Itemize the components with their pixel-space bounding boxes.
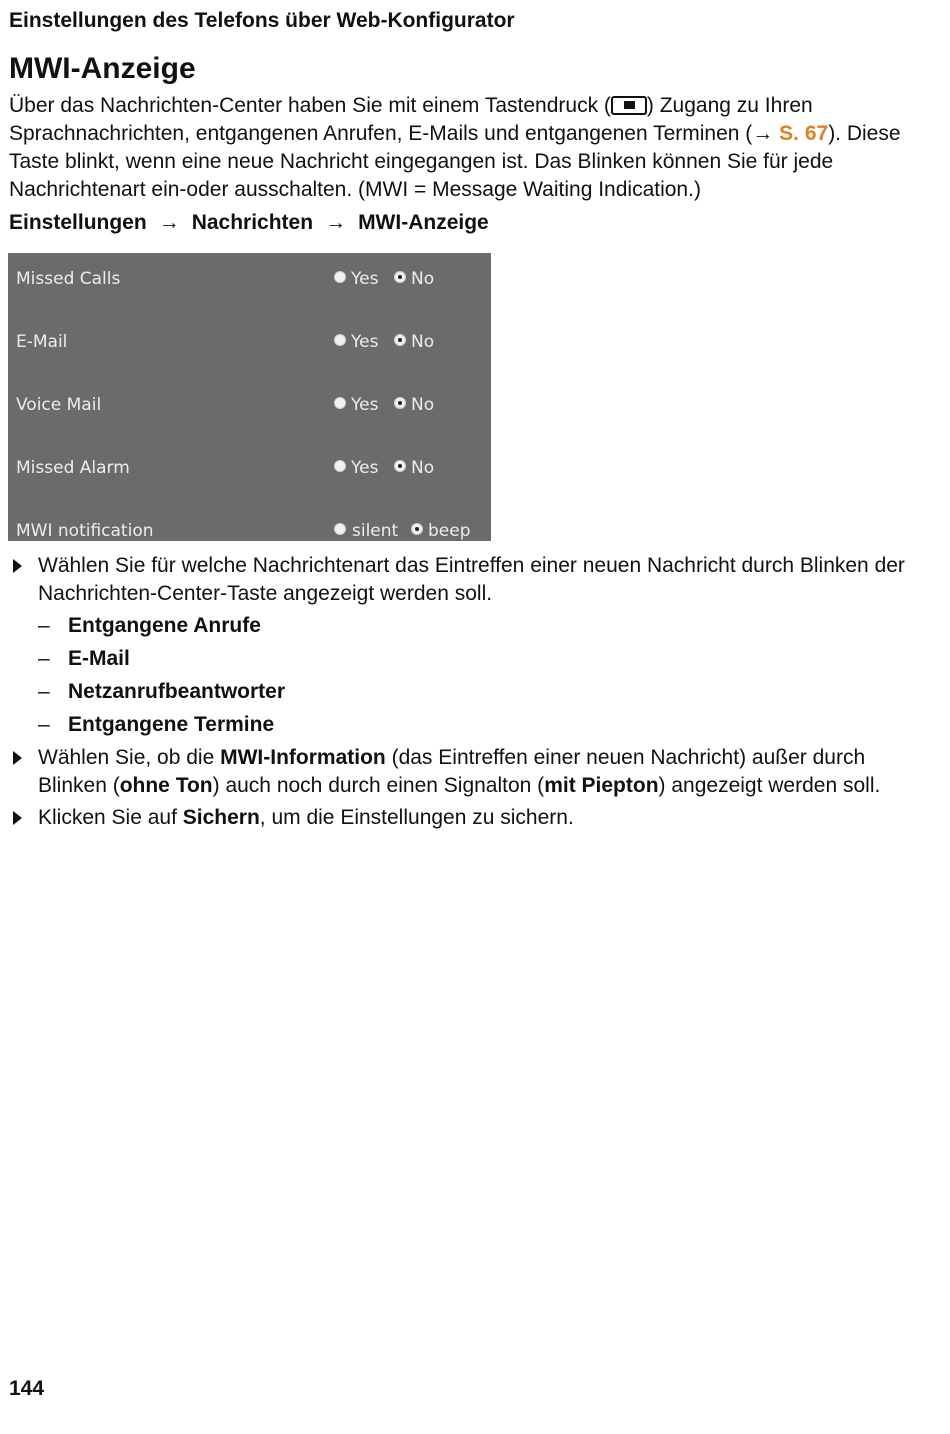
radio-yes[interactable] <box>334 397 346 409</box>
step-text: Klicken Sie auf <box>38 806 183 829</box>
step-text: Wählen Sie für welche Nachrichtenart das Eintreffen einer neuen Nachricht durch Blinken der Nachrichten-Center-Taste angezeigt werden soll. <box>38 554 905 605</box>
step-text: ) angezeigt werden soll. <box>658 774 881 797</box>
step-bold-term: Sichern <box>182 806 260 829</box>
arrow-right-icon: → <box>325 211 347 234</box>
radio-label-no: No <box>411 395 435 415</box>
radio-no[interactable] <box>394 334 406 346</box>
setting-row-mwi-notification <box>8 513 491 543</box>
sub-item-label: Entgangene Anrufe <box>68 614 261 637</box>
sub-item <box>9 678 929 711</box>
radio-label-no: No <box>411 458 435 478</box>
intro-text-1: Über das Nachrichten-Center haben Sie mit einem Tastendruck ( <box>9 94 611 117</box>
radio-yes[interactable] <box>334 460 346 472</box>
bullet-triangle-icon <box>13 751 22 765</box>
intro-text-3: ). Diese Taste blinkt, wenn eine neue Nachricht eingegangen ist. Das Blinken können Sie für jede Nachrichtenart ein-oder ausschalten. (MWI = Message Waiting Indication.) <box>9 122 901 201</box>
step-2 <box>9 744 929 800</box>
envelope-icon <box>624 101 635 109</box>
step-bold-term: mit Piepton <box>544 774 659 797</box>
dash-bullet: – <box>38 614 50 637</box>
step-bold-term: ohne Ton <box>119 774 213 797</box>
radio-silent[interactable] <box>334 523 346 535</box>
radio-label-silent: silent <box>352 521 399 541</box>
setting-row-missed-alarm <box>8 450 491 480</box>
section-title: MWI-Anzeige <box>9 52 196 85</box>
setting-label: Voice Mail <box>16 395 102 415</box>
setting-label: Missed Alarm <box>16 458 130 478</box>
page-reference-link[interactable]: S. 67 <box>779 122 829 145</box>
step-text: ) auch noch durch einen Signalton ( <box>212 774 545 797</box>
menu-path-item: Nachrichten <box>191 211 314 234</box>
intro-text-2: ) Zugang zu Ihren Sprachnachrichten, entgangenen Anrufen, E-Mails und entgangenen Terminen ( <box>9 94 813 145</box>
radio-beep[interactable] <box>411 523 423 535</box>
dash-bullet: – <box>38 680 50 703</box>
radio-yes[interactable] <box>334 334 346 346</box>
intro-paragraph <box>9 92 924 204</box>
radio-label-yes: Yes <box>351 332 379 352</box>
setting-row-missed-calls <box>8 261 491 291</box>
menu-path-item: Einstellungen <box>9 211 147 234</box>
step-3 <box>9 804 929 832</box>
sub-item-label: Entgangene Termine <box>68 713 275 736</box>
dash-bullet: – <box>38 713 50 736</box>
instruction-steps <box>9 552 929 836</box>
running-head: Einstellungen des Telefons über Web-Konfigurator <box>9 9 515 32</box>
setting-row-email <box>8 324 491 354</box>
setting-label: E-Mail <box>16 332 68 352</box>
radio-label-yes: Yes <box>351 458 379 478</box>
page-number: 144 <box>9 1377 45 1400</box>
bullet-triangle-icon <box>13 559 22 573</box>
menu-path <box>9 211 489 235</box>
setting-label: MWI notification <box>16 521 154 541</box>
step-1 <box>9 552 929 608</box>
radio-no[interactable] <box>394 397 406 409</box>
sub-item-label: E-Mail <box>68 647 130 670</box>
sub-item <box>9 612 929 645</box>
sub-item <box>9 711 929 744</box>
sub-item-label: Netzanrufbeantworter <box>68 680 286 703</box>
step-text: (das Eintreffen einer neuen Nachricht) außer durch Blinken ( <box>38 746 866 797</box>
step-text: Wählen Sie, ob die <box>38 746 221 769</box>
message-key-icon <box>611 96 647 115</box>
dash-bullet: – <box>38 647 50 670</box>
setting-label: Missed Calls <box>16 269 121 289</box>
radio-yes[interactable] <box>334 271 346 283</box>
menu-path-item: MWI-Anzeige <box>358 211 489 234</box>
setting-row-voice-mail <box>8 387 491 417</box>
radio-no[interactable] <box>394 271 406 283</box>
arrow-right-icon: → <box>158 211 180 234</box>
step-bold-term: MWI-Information <box>220 746 386 769</box>
sub-item <box>9 645 929 678</box>
step-text: , um die Einstellungen zu sichern. <box>259 806 574 829</box>
radio-label-no: No <box>411 332 435 352</box>
radio-label-no: No <box>411 269 435 289</box>
radio-label-beep: beep <box>428 521 471 541</box>
mwi-settings-panel <box>8 253 491 541</box>
radio-label-yes: Yes <box>351 395 379 415</box>
reference-arrow-icon: → <box>752 122 774 145</box>
radio-no[interactable] <box>394 460 406 472</box>
radio-label-yes: Yes <box>351 269 379 289</box>
bullet-triangle-icon <box>13 811 22 825</box>
